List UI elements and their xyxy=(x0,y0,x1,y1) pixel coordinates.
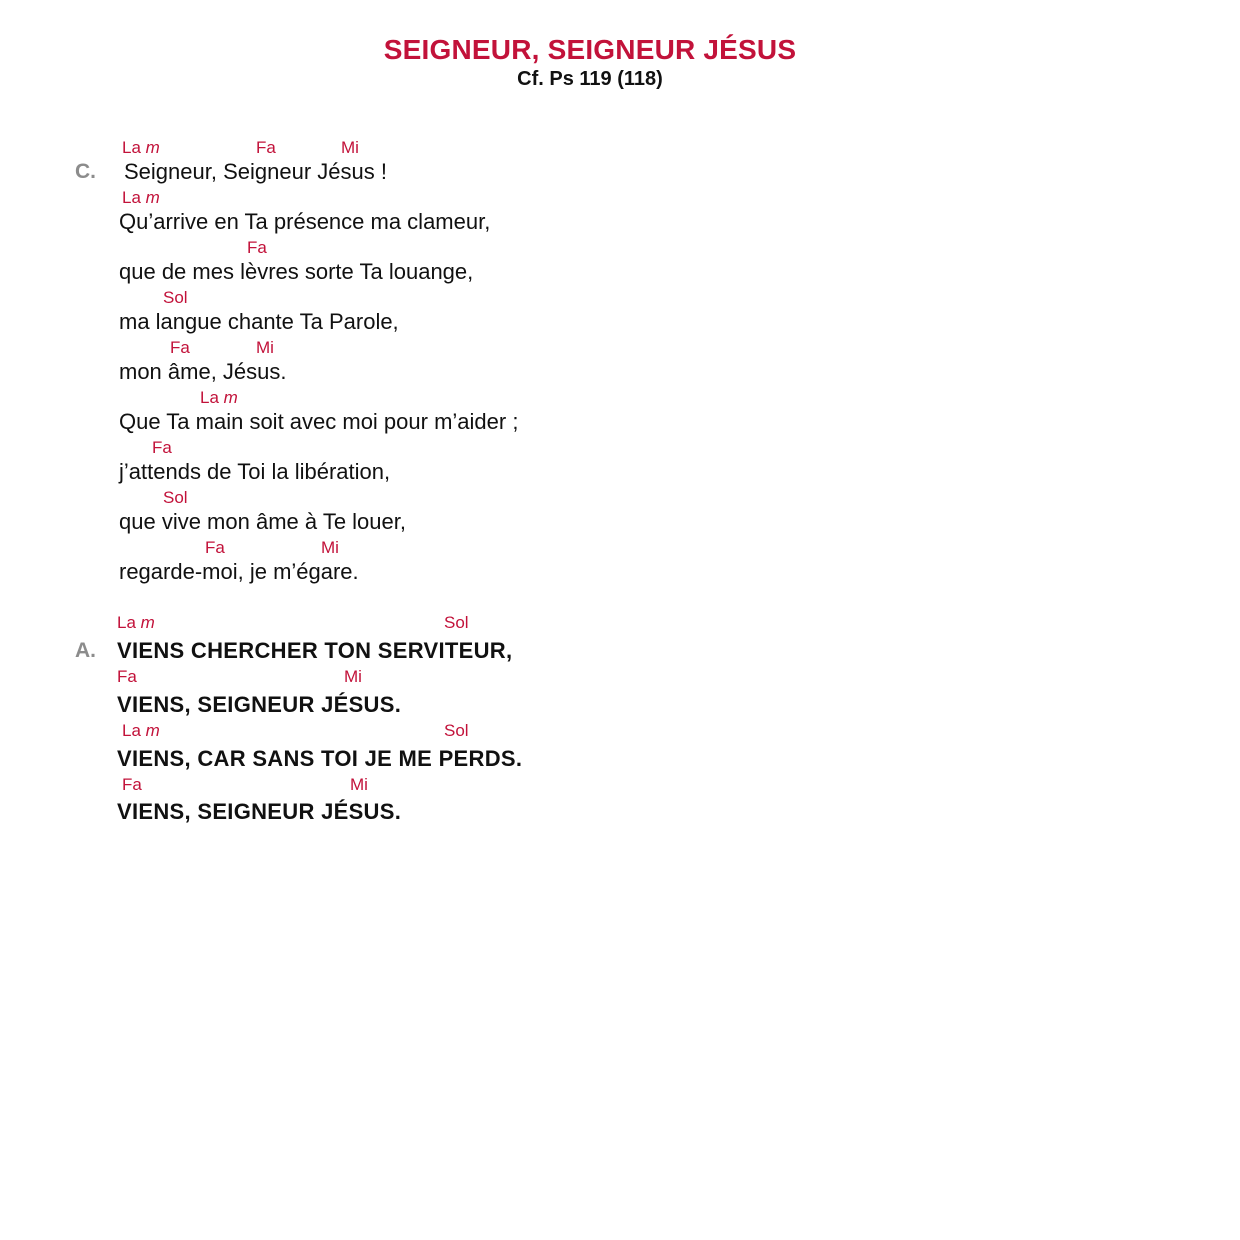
chord: Sol xyxy=(444,613,469,632)
chord: Mi xyxy=(321,538,339,557)
chord: La m xyxy=(117,613,155,632)
chord: Sol xyxy=(163,488,188,507)
lyric-line: Seigneur, Seigneur Jésus ! xyxy=(124,159,387,184)
song-title: SEIGNEUR, SEIGNEUR JÉSUS xyxy=(383,34,797,65)
chord: Fa xyxy=(205,538,225,557)
chord: La m xyxy=(122,188,160,207)
lyric-line: Qu’arrive en Ta présence ma clameur, xyxy=(119,209,491,234)
lyric-line: Que Ta main soit avec moi pour m’aider ; xyxy=(119,409,519,434)
chord: Fa xyxy=(117,667,137,686)
chord: Fa xyxy=(247,238,267,257)
lyric-line: VIENS, SEIGNEUR JÉSUS. xyxy=(117,799,402,824)
chord: La m xyxy=(122,138,160,157)
chord: Fa xyxy=(122,775,142,794)
lyric-line: VIENS, CAR SANS TOI JE ME PERDS. xyxy=(117,746,523,771)
chord: Mi xyxy=(344,667,362,686)
lyric-line: j’attends de Toi la libération, xyxy=(119,459,391,484)
chord: Fa xyxy=(256,138,276,157)
chord: La m xyxy=(200,388,238,407)
lyric-line: ma langue chante Ta Parole, xyxy=(119,309,399,334)
lyric-line: VIENS, SEIGNEUR JÉSUS. xyxy=(117,692,402,717)
lyric-line: VIENS CHERCHER TON SERVITEUR, xyxy=(117,638,513,663)
lyric-line: mon âme, Jésus. xyxy=(119,359,287,384)
chord: Mi xyxy=(341,138,359,157)
lyric-line: que de mes lèvres sorte Ta louange, xyxy=(119,259,474,284)
lyric-line: regarde-moi, je m’égare. xyxy=(119,559,359,584)
chord: Fa xyxy=(152,438,172,457)
chord: Sol xyxy=(163,288,188,307)
chord: Mi xyxy=(256,338,274,357)
couplet-marker: C. xyxy=(75,160,96,183)
chord: Mi xyxy=(350,775,368,794)
chord: Sol xyxy=(444,721,469,740)
chord: Fa xyxy=(170,338,190,357)
lyric-line: que vive mon âme à Te louer, xyxy=(119,509,406,534)
psalm-reference: Cf. Ps 119 (118) xyxy=(517,68,663,90)
chord: La m xyxy=(122,721,160,740)
refrain-marker: A. xyxy=(75,639,96,662)
